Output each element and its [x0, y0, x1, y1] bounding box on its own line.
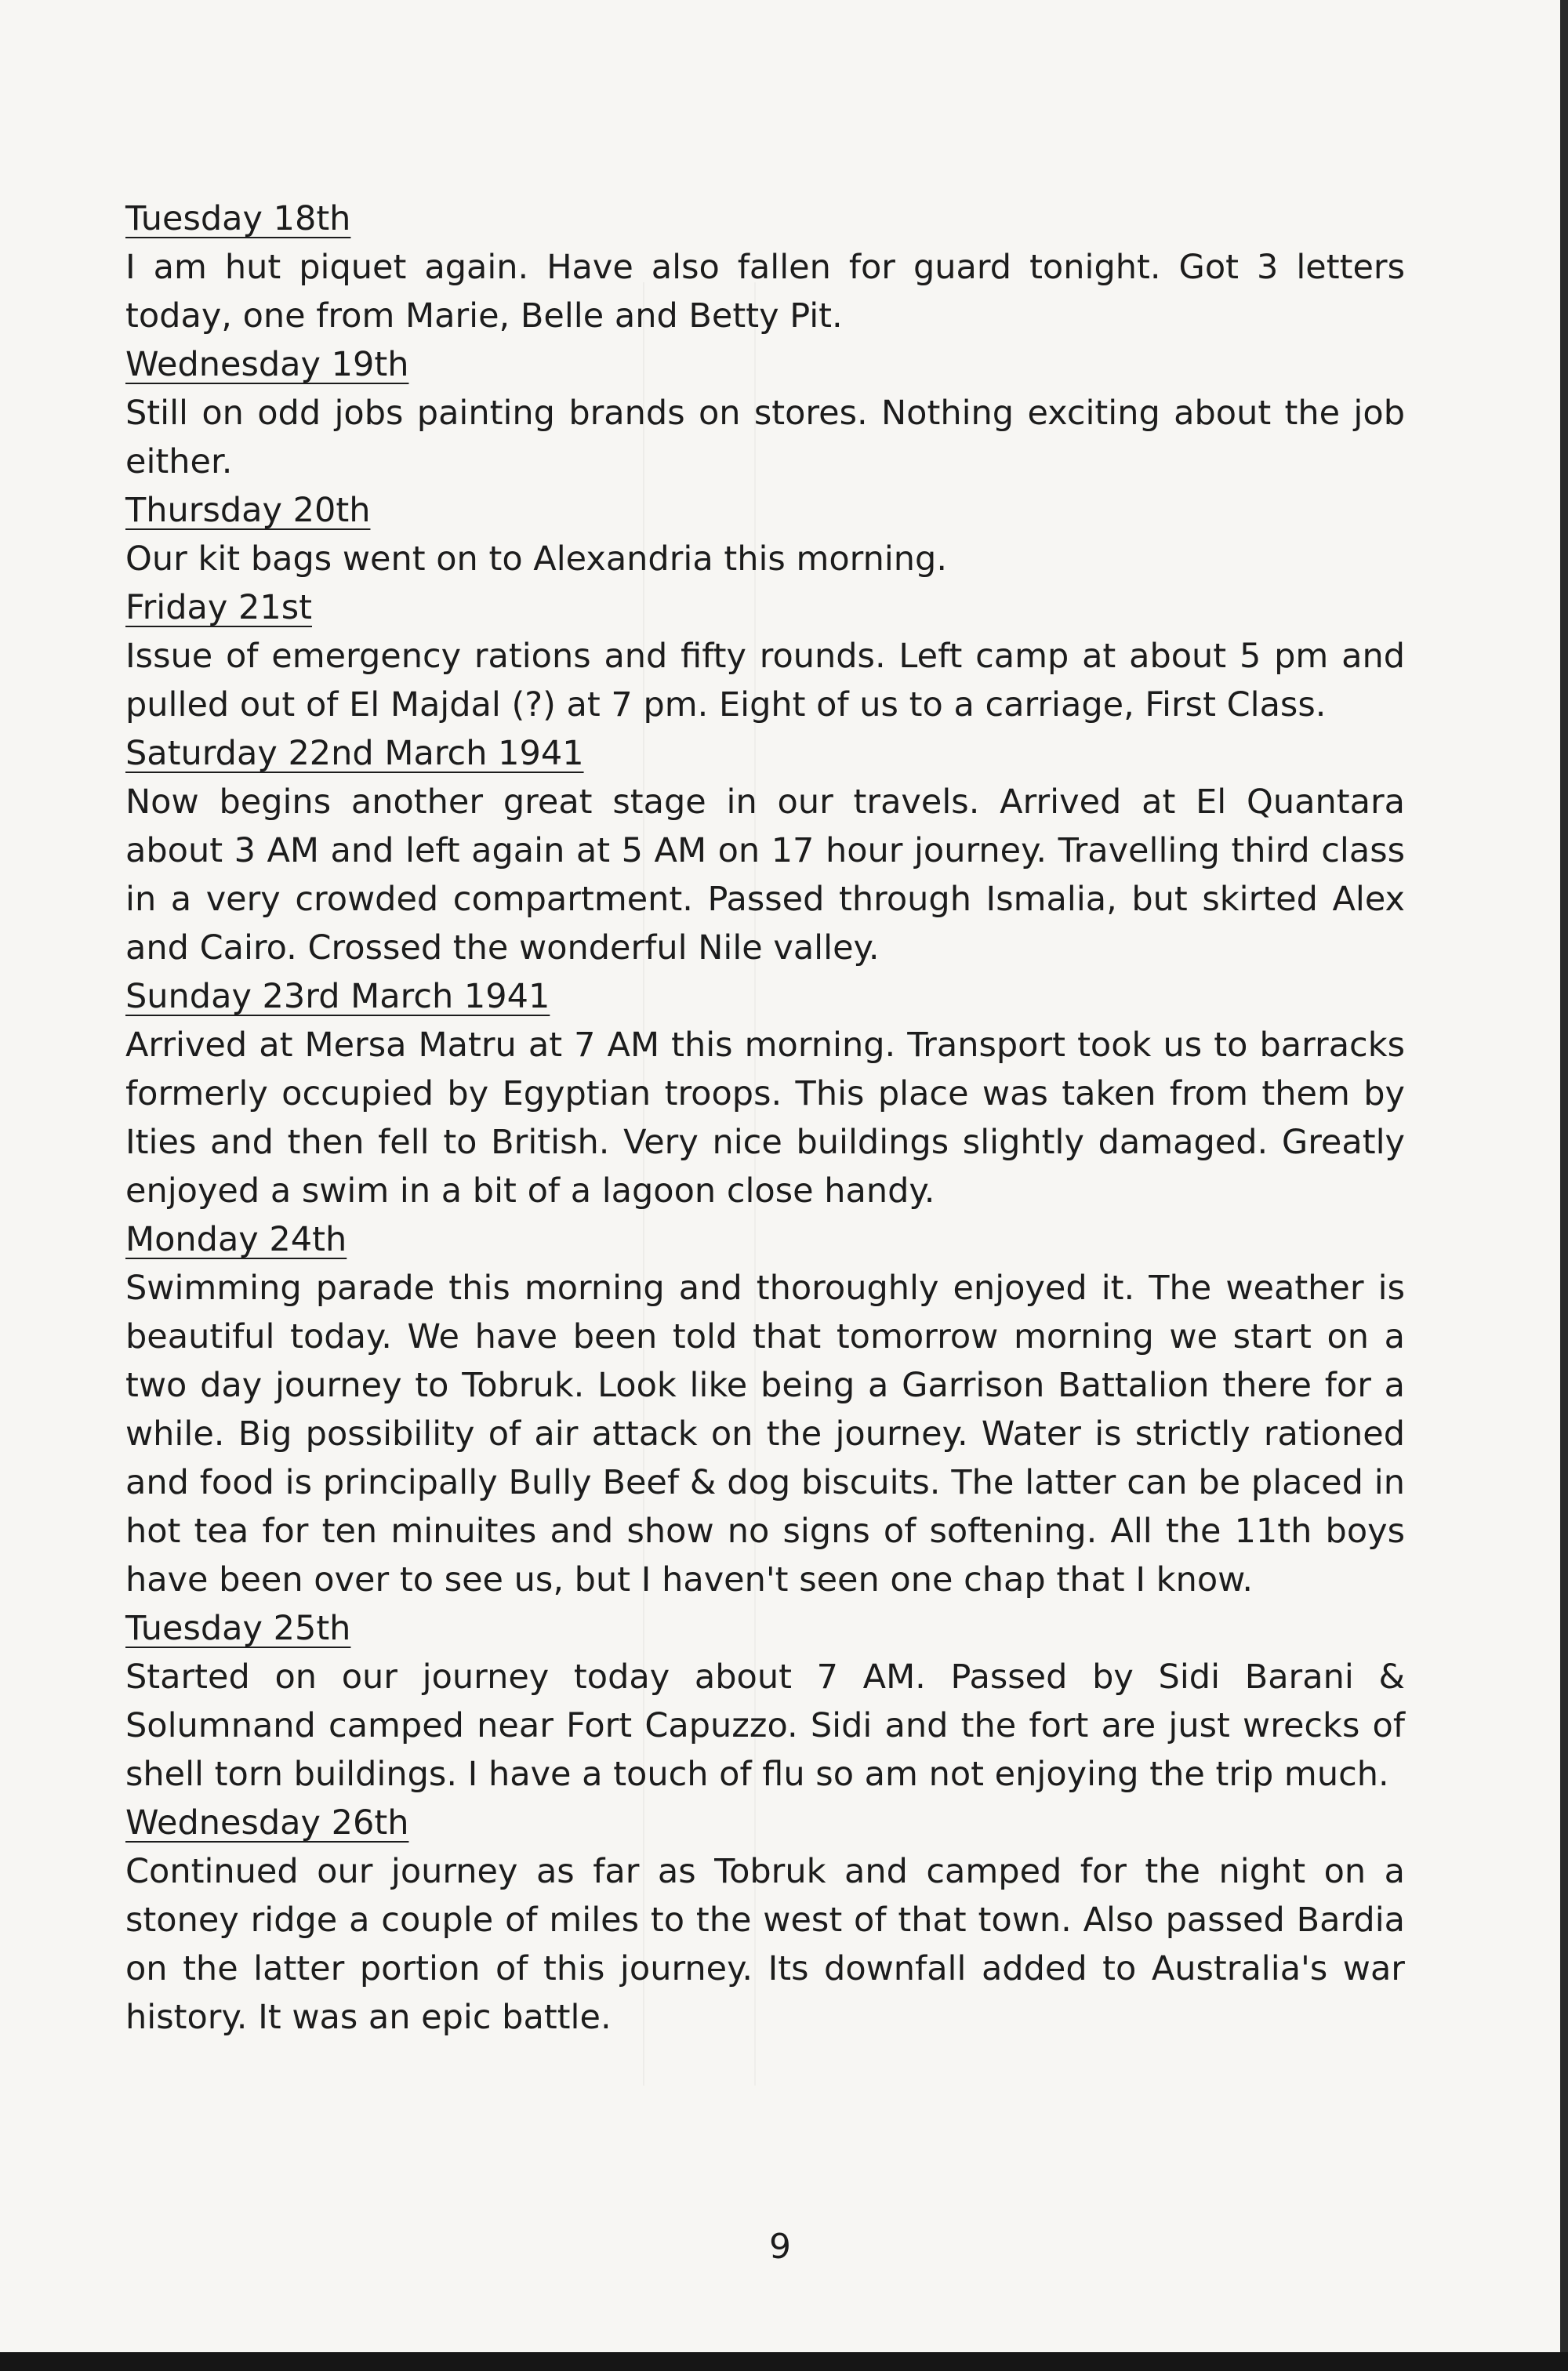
entry-date: Friday 21st [125, 588, 312, 627]
entry-text: Swimming parade this morning and thoroughly enjoyed it. The weather is beautiful today. We have been told that tomorrow morning we start on a two day journey to Tobruk. Look like being a Garrison Battalion there for a while. Big possibility of air attack on the journey. Water is strictly rationed and food is principally Bully Beef & dog biscuits. The latter can be placed in hot tea for ten minuites and show no signs of softening. All the 11th boys have been over to see us, but I haven't seen one chap that I know. [125, 1269, 1405, 1599]
diary-entry [125, 729, 1405, 972]
entry-text: Continued our journey as far as Tobruk and camped for the night on a stoney ridge a couple of miles to the west of that town. Also passed Bardia on the latter portion of this journey. Its downfall added to Australia's war history. It was an epic battle. [125, 1852, 1405, 2037]
diary-entry [125, 486, 1405, 583]
diary-entry [125, 1799, 1405, 2042]
diary-text-block [125, 194, 1405, 2042]
entry-text: Still on odd jobs painting brands on stores. Nothing exciting about the job either. [125, 394, 1405, 481]
page-number: 9 [769, 2227, 791, 2267]
entry-date: Wednesday 26th [125, 1803, 409, 1843]
entry-text: Now begins another great stage in our travels. Arrived at El Quantara about 3 AM and left again at 5 AM on 17 hour journey. Travelling third class in a very crowded compartment. Passed through Ismalia, but skirted Alex and Cairo. Crossed the wonderful Nile valley. [125, 782, 1405, 968]
diary-entry [125, 583, 1405, 729]
diary-entry [125, 972, 1405, 1215]
entry-text: Issue of emergency rations and fifty rounds. Left camp at about 5 pm and pulled out of El Majdal (?) at 7 pm. Eight of us to a carriage, First Class. [125, 637, 1405, 724]
entry-date: Tuesday 18th [125, 199, 351, 238]
entry-date: Saturday 22nd March 1941 [125, 734, 584, 773]
entry-date: Sunday 23rd March 1941 [125, 977, 550, 1016]
entry-text: Started on our journey today about 7 AM. Passed by Sidi Barani & Solumnand camped near Fort Capuzzo. Sidi and the fort are just wrecks of shell torn buildings. I have a touch of flu so am not enjoying the trip much. [125, 1658, 1405, 1794]
entry-text: I am hut piquet again. Have also fallen for guard tonight. Got 3 letters today, one from Marie, Belle and Betty Pit. [125, 248, 1405, 336]
entry-text: Our kit bags went on to Alexandria this morning. [125, 539, 948, 579]
scan-edge-bottom [0, 2352, 1568, 2371]
entry-date: Tuesday 25th [125, 1609, 351, 1648]
entry-date: Monday 24th [125, 1220, 347, 1259]
entry-text: Arrived at Mersa Matru at 7 AM this morning. Transport took us to barracks formerly occupied by Egyptian troops. This place was taken from them by Ities and then fell to British. Very nice buildings slightly damaged. Greatly enjoyed a swim in a bit of a lagoon close handy. [125, 1026, 1405, 1211]
entry-date: Wednesday 19th [125, 345, 409, 384]
diary-entry [125, 194, 1405, 340]
entry-date: Thursday 20th [125, 491, 371, 530]
diary-entry [125, 1215, 1405, 1604]
diary-entry [125, 1604, 1405, 1799]
scan-edge-right [1560, 0, 1568, 2371]
diary-entry [125, 340, 1405, 486]
